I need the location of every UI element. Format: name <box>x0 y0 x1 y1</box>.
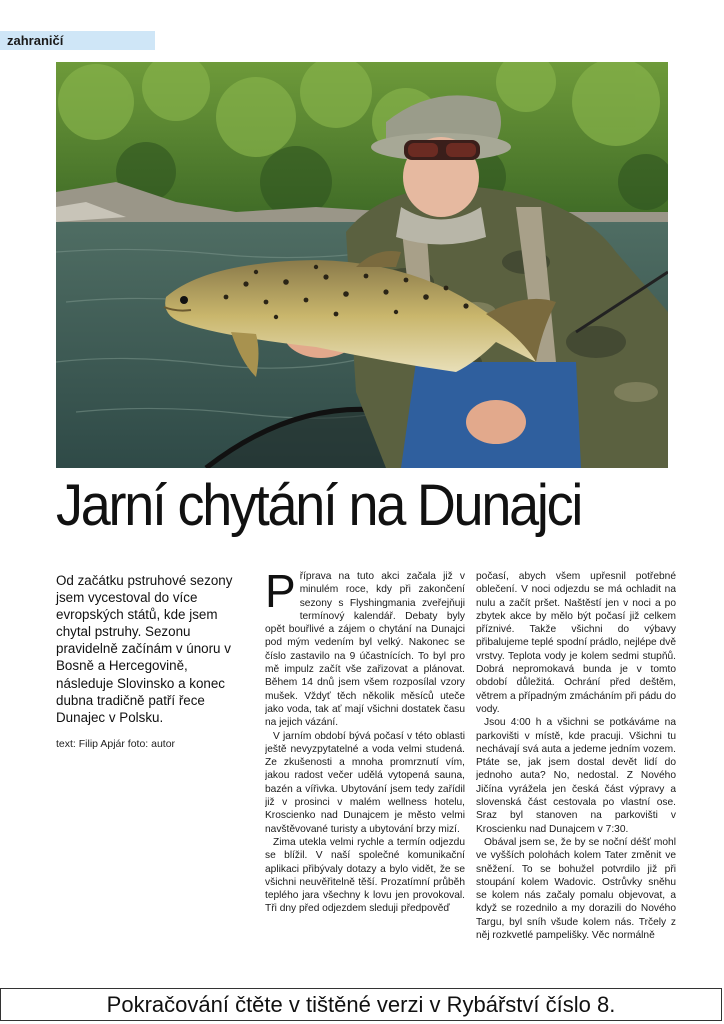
article-paragraph: Jsou 4:00 h a všichni se potkáváme na parkovišti v místě, kde pracuji. Všichni tu nechávají svá auta a jedeme jedním vozem. Ptáte se, jak jsem dostal devět lidí do jednoho auta? No, nedostal. Z Nového Jičína vyrážela jen česká část výpravy a slovenská část cestovala po vlastní ose. Sraz byl stanoven na parkovišti v Kroscienku nad Dunajcem v 7:30. <box>476 717 676 835</box>
article-lead: Od začátku pstruhové sezony jsem vycestoval do více evropských států, kde jsem chytal pstruhy. Sezonu pravidelně začínám v únoru v Bosně a Hercegovině, následuje Slovinsko a konec dubna tradičně patří řece Dunajec v Polsku. <box>56 573 233 725</box>
article-headline: Jarní chytání na Dunajci <box>56 473 582 538</box>
article-paragraph: Zima utekla velmi rychle a termín odjezdu se blížil. V naší společné komunikační aplikaci přibývaly dotazy a bylo vidět, že se všichni neuvěřitelně těší. Prozatímní průběh teplého jara všechny k lovu jen provokoval. Tři dny před odjezdem sleduji předpověď <box>265 836 465 915</box>
article-paragraph <box>265 570 465 730</box>
article-paragraph: Obával jsem se, že by se noční déšť mohl ve vyšších polohách kolem Tater změnit ve sněžení. To se bohužel potvrdilo již při stoupání kolem Wadovic. Ostrůvky sněhu se kolem nás začaly pomalu objevovat, a když se rozednilo a my dorazili do Nového Targu, byl sníh všude kolem nás. Trčely z něj rozkvetlé pampelišky. Věc normálně <box>476 836 676 942</box>
article-column-2 <box>476 570 676 970</box>
continuation-note: Pokračování čtěte v tištěné verzi v Rybářství číslo 8. <box>0 988 722 1021</box>
article-credits: text: Filip Apjár foto: autor <box>56 738 176 750</box>
article-paragraph: počasí, abych všem upřesnil potřebné oblečení. V noci odjezdu se má ochladit na nulu a začít pršet. Naštěstí jen v noci a po zbytek akce by mělo být počasí již celkem příznivé. Takže všichni do výbavy přibalujeme teplé spodní prádlo, nejlépe dvě vrstvy. Teplota vody je kolem sedmi stupňů. Dobrá nepromokavá bunda je v tomto období důležitá. Ochrání před deštěm, větrem a případným zmácháním při pádu do vody. <box>476 571 676 715</box>
article-paragraph: V jarním období bývá počasí v této oblasti ještě nevyzpytatelné a voda velmi studená. Ze zkušenosti a mnoha promrznutí vím, jakou radost večer udělá vytopená sauna, bazén a vířivka. Ubytování jsem tedy zařídil již v prosinci v malém wellness hotelu, Kroscienko nad Dunajcem je město velmi navštěvované turisty a ubytování brzy mizí. <box>265 730 465 835</box>
section-label: zahraničí <box>0 31 155 50</box>
drop-cap: P <box>265 570 296 617</box>
article-photo <box>56 62 668 468</box>
article-column-1 <box>265 570 465 970</box>
paragraph-text: říprava na tuto akci začala již v minulém roce, kdy při zakončení sezony s Flyshingmania zveřejňuji termínový kalendář. Debaty byly opět bouřlivé a zájem o chytání na Dunajci pod mým vedením byl velký. Nakonec se číslo zastavilo na 9 účastnících. To byl pro mě impulz začít vše zařizovat a plánovat. Během 14 dnů jsem všem rozposílal vzory mušek. Vždyť těch několik měsíců uteče jako voda, tak ať mají všichni dostatek času na jejich vázání. <box>265 571 465 729</box>
